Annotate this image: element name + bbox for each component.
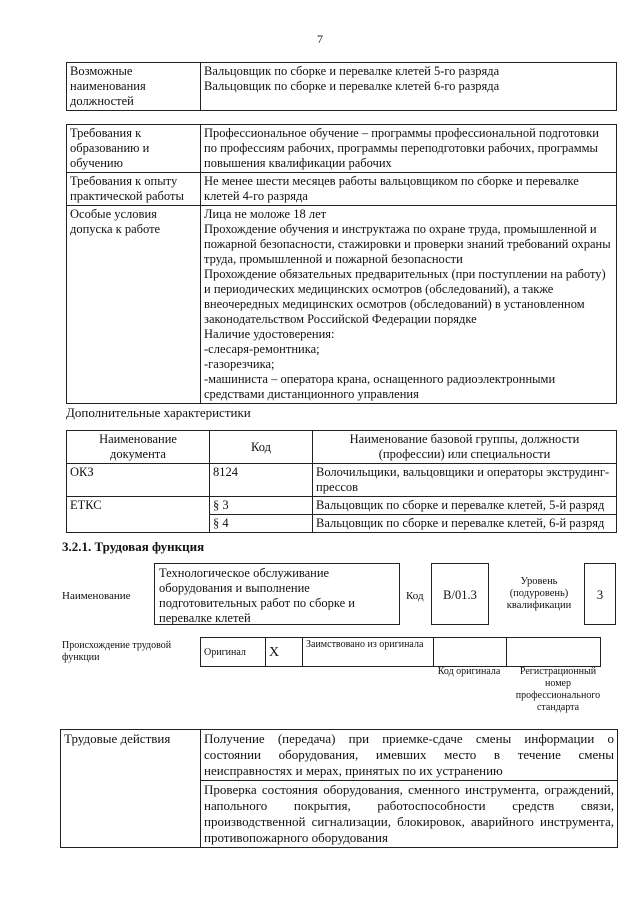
requirement-label: Особые условия допуска к работе: [67, 206, 201, 404]
position-line: Вальцовщик по сборке и перевалке клетей 6-го разряда: [204, 79, 500, 93]
positions-label: Возможные наименования должностей: [67, 63, 201, 111]
positions-values: [201, 63, 617, 111]
requirement-label: Требования к опыту практической работы: [67, 173, 201, 206]
requirement-text: Профессиональное обучение – программы профессиональной подготовки по профессиям рабочих, программы переподготовки рабочих, программы повышения квалификации рабочих: [201, 125, 617, 173]
function-level-value: 3: [584, 563, 616, 625]
origin-borrowed-label: Заимствовано из оригинала: [303, 638, 434, 667]
requirement-text: [201, 206, 617, 404]
condition-line: -слесаря-ремонтника;: [204, 342, 320, 356]
origin-reg-cell: [507, 638, 601, 667]
condition-line: -газорезчика;: [204, 357, 275, 371]
position-line: Вальцовщик по сборке и перевалке клетей 5-го разряда: [204, 64, 500, 78]
function-level-label: Уровень (подуровень) квалификации: [506, 576, 572, 611]
origin-code-caption: Код оригинала: [437, 666, 501, 677]
action-item: Проверка состояния оборудования, сменного инструмента, ограждений, напольного покрытия, работоспособности средств связи, производственной сигнализации, блокировок, аварийного инструмента, противопожарного оборудования: [201, 781, 618, 848]
condition-line: Прохождение обучения и инструктажа по охране труда, промышленной и пожарной безопасности, стажировки и проверки знаний требований охраны труда, промышленной и пожарной безопасности: [204, 222, 611, 266]
table-row: [67, 125, 617, 173]
table-row: [67, 464, 617, 497]
action-item: Получение (передача) при приемке-сдаче смены информации о состоянии оборудования, имевших место в течение смены неисправностях и мерах, принятых по их устранению: [201, 730, 618, 781]
header-code: Код: [210, 431, 313, 464]
cell-group: Волочильщики, вальцовщики и операторы экструдинг-прессов: [313, 464, 617, 497]
origin-reg-caption: Регистрационный номер профессионального стандарта: [515, 666, 601, 713]
function-name-value: Технологическое обслуживание оборудования и выполнение подготовительных работ по сборке и перевалке клетей: [154, 563, 400, 625]
actions-label: Трудовые действия: [61, 730, 201, 848]
requirements-table: [66, 124, 617, 404]
additional-table: [66, 430, 617, 533]
origin-original-mark: X: [266, 638, 303, 667]
condition-line: Прохождение обязательных предварительных (при поступлении на работу) и периодических медицинских осмотров (обследований), а также внеочередных медицинских осмотров (обследований) в установленном законодательством Российской Федерации порядке: [204, 267, 606, 326]
table-row: [201, 638, 601, 667]
actions-table: [60, 729, 618, 848]
table-row: [67, 497, 617, 515]
origin-label: Происхождение трудовой функции: [62, 640, 172, 663]
table-row: [67, 173, 617, 206]
cell-group: Вальцовщик по сборке и перевалке клетей, 6-й разряд: [313, 515, 617, 533]
cell-code: 8124: [210, 464, 313, 497]
origin-table: [200, 637, 601, 667]
requirement-text: Не менее шести месяцев работы вальцовщиком по сборке и перевалке клетей 4-го разряда: [201, 173, 617, 206]
condition-line: Лица не моложе 18 лет: [204, 207, 327, 221]
cell-document: ОКЗ: [67, 464, 210, 497]
header-document: Наименование документа: [67, 431, 210, 464]
additional-title: Дополнительные характеристики: [66, 405, 251, 420]
origin-original-label: Оригинал: [201, 638, 266, 667]
condition-line: -машиниста – оператора крана, оснащенного радиоэлектронными средствами дистанционного управления: [204, 372, 556, 401]
cell-document: ЕТКС: [67, 497, 210, 533]
requirement-label: Требования к образованию и обучению: [67, 125, 201, 173]
function-heading: 3.2.1. Трудовая функция: [62, 539, 205, 554]
function-code-value: B/01.3: [431, 563, 489, 625]
header-group: Наименование базовой группы, должности (профессии) или специальности: [313, 431, 617, 464]
table-row: [61, 730, 618, 781]
cell-code: § 4: [210, 515, 313, 533]
cell-code: § 3: [210, 497, 313, 515]
cell-group: Вальцовщик по сборке и перевалке клетей, 5-й разряд: [313, 497, 617, 515]
function-name-label: Наименование: [62, 590, 131, 602]
condition-line: Наличие удостоверения:: [204, 327, 335, 341]
function-code-label: Код: [406, 590, 424, 602]
table-row: [67, 206, 617, 404]
page-number: 7: [317, 32, 323, 46]
origin-code-cell: [434, 638, 507, 667]
table-header-row: [67, 431, 617, 464]
positions-table: [66, 62, 617, 111]
